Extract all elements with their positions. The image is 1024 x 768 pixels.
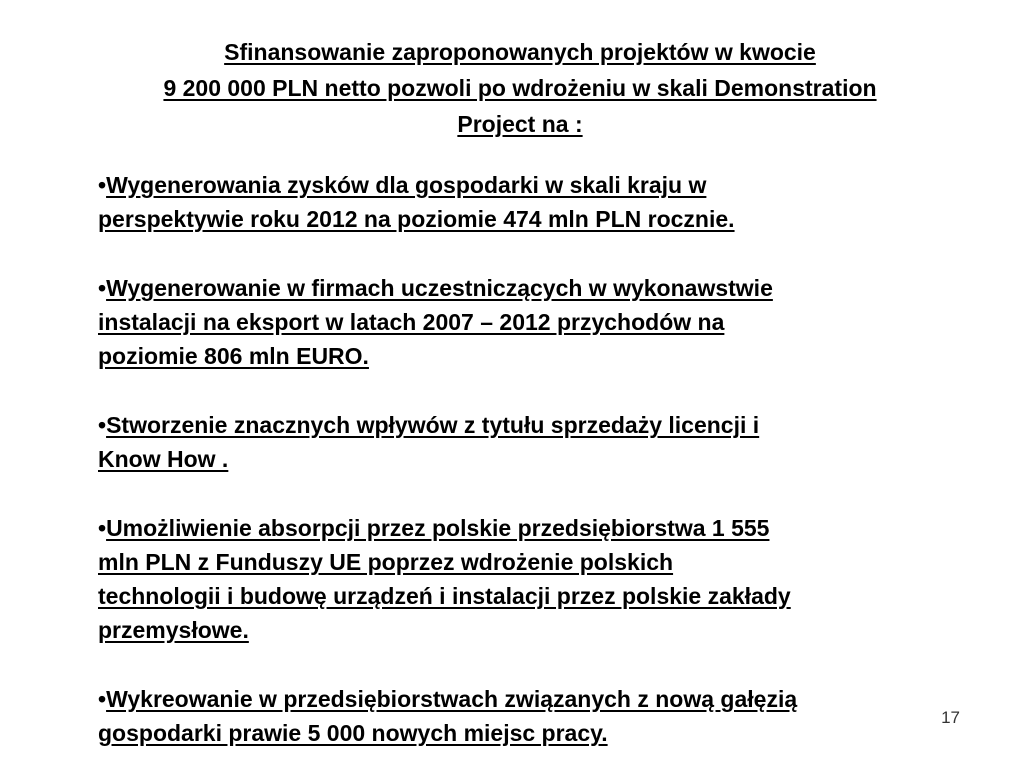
bullet-item-4-line-2	[98, 545, 978, 579]
bullet-text: poziomie 806 mln EURO.	[98, 343, 369, 369]
title-line-1: Sfinansowanie zaproponowanych projektów w kwocie	[224, 39, 816, 65]
bullet-text: Know How .	[98, 446, 229, 472]
bullet-dot: •	[98, 515, 107, 541]
title-line-2: 9 200 000 PLN netto pozwoli po wdrożeniu w skali Demonstration	[163, 75, 877, 101]
bullet-item-4-line-3	[98, 579, 978, 613]
bullet-dot: •	[98, 686, 107, 712]
bullet-item-5-line-1	[98, 682, 978, 716]
bullet-item-5-line-2	[98, 716, 978, 750]
bullet-item-4-line-4	[98, 613, 978, 647]
bullet-item-5	[98, 682, 978, 750]
bullet-text: Umożliwienie absorpcji przez polskie przedsiębiorstwa 1 555	[106, 515, 770, 541]
bullet-text: Wygenerowanie w firmach uczestniczących w wykonawstwie	[106, 275, 773, 301]
bullet-text: technologii i budowę urządzeń i instalacji przez polskie zakłady	[98, 583, 791, 609]
bullet-item-1-line-2	[98, 202, 978, 236]
bullet-text: perspektywie roku 2012 na poziomie 474 mln PLN rocznie.	[98, 206, 735, 232]
bullet-text: instalacji na eksport w latach 2007 – 2012 przychodów na	[98, 309, 725, 335]
bullet-dot: •	[98, 412, 107, 438]
bullet-item-2-line-3	[98, 339, 978, 373]
bullet-text: Wygenerowania zysków dla gospodarki w skali kraju w	[106, 172, 707, 198]
bullet-text: Wykreowanie w przedsiębiorstwach związanych z nową gałęzią	[106, 686, 798, 712]
bullet-text: przemysłowe.	[98, 617, 249, 643]
bullet-item-1	[98, 168, 978, 236]
page-number: 17	[941, 708, 960, 727]
bullet-text: gospodarki prawie 5 000 nowych miejsc pracy.	[98, 720, 608, 746]
bullet-item-3-line-2	[98, 442, 978, 476]
bullet-item-1-line-1	[98, 168, 978, 202]
bullet-item-3	[98, 408, 978, 476]
bullet-text: Stworzenie znacznych wpływów z tytułu sprzedaży licencji i	[106, 412, 760, 438]
bullet-item-2	[98, 271, 978, 373]
bullet-item-3-line-1	[98, 408, 978, 442]
bullet-item-4	[98, 511, 978, 647]
slide-title	[60, 34, 980, 142]
bullet-dot: •	[98, 275, 107, 301]
title-line-3: Project na :	[457, 111, 583, 137]
bullet-item-4-line-1	[98, 511, 978, 545]
bullet-dot: •	[98, 172, 107, 198]
bullet-text: mln PLN z Funduszy UE poprzez wdrożenie polskich	[98, 549, 674, 575]
bullet-item-2-line-2	[98, 305, 978, 339]
bullet-item-2-line-1	[98, 271, 978, 305]
